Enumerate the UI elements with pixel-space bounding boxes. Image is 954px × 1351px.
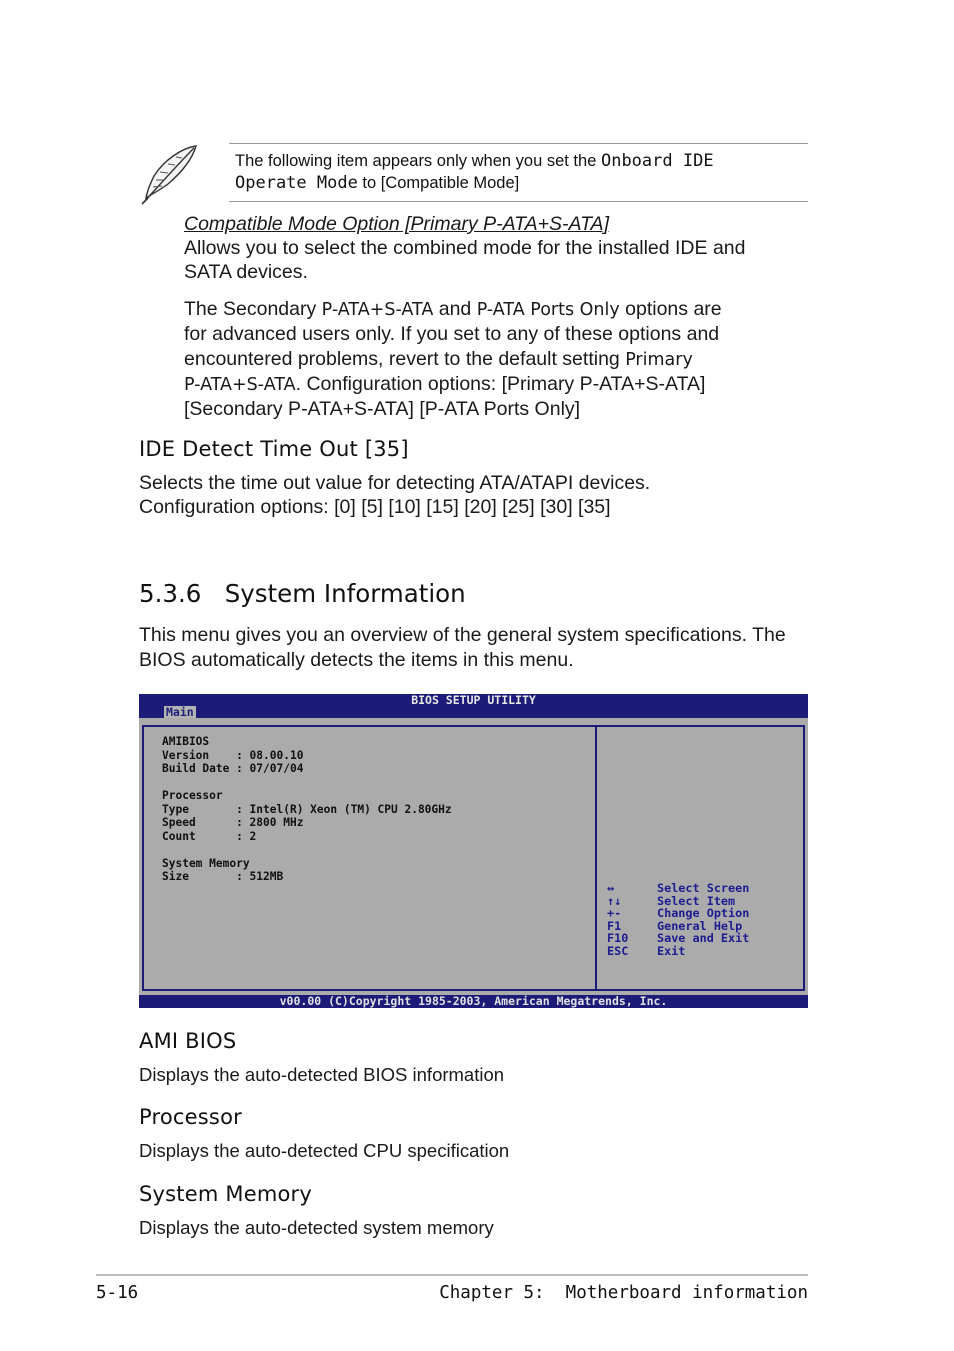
bios-help-panel: [595, 725, 805, 991]
p2-line5: [Secondary P-ATA+S-ATA] [P-ATA Ports Only]: [184, 398, 581, 421]
processor-desc: Displays the auto-detected CPU specification: [139, 1140, 510, 1161]
footer-rule: [96, 1274, 808, 1276]
key-action: Select Item: [657, 893, 736, 908]
key-action: Exit: [657, 943, 686, 958]
ami-bios-desc: Displays the auto-detected BIOS information: [139, 1064, 505, 1085]
p2-primary: Primary: [625, 349, 693, 370]
processor-heading: Processor: [139, 1105, 242, 1129]
chapter-label: Chapter 5: Motherboard information: [439, 1283, 808, 1303]
key: ESC: [607, 943, 629, 958]
section-desc-1: This menu gives you an overview of the general system specifications. The: [139, 624, 786, 646]
key: F1: [607, 918, 622, 933]
note-setting-name: Onboard IDE: [600, 151, 714, 171]
p2-b: P-ATA+S-ATA: [321, 300, 434, 320]
bios-title: BIOS SETUP UTILITY: [411, 693, 536, 707]
bios-key-legend: [607, 882, 749, 958]
note-text-after: to [Compatible Mode]: [357, 174, 520, 192]
key: +-: [607, 906, 622, 921]
key-action: Select Screen: [657, 881, 750, 895]
key: F10: [607, 931, 629, 946]
bios-copyright-bar: v00.00 (C)Copyright 1985-2003, American Megatrends, Inc.: [139, 995, 808, 1008]
p2-c: and: [433, 298, 477, 320]
bios-info-text: AMIBIOS Version : 08.00.10 Build Date : 07/07/04 Processor Type : Intel(R) Xeon (TM) CPU 2.80GHz Speed : 2800 MHz Count : 2 System Memory Size : 512MB: [162, 735, 452, 883]
system-memory-desc: Displays the auto-detected system memory: [139, 1217, 494, 1238]
p2-line2: for advanced users only. If you set to any of these options and: [184, 323, 720, 346]
p2-d: P-ATA Ports Only: [476, 300, 620, 320]
feather-icon: [138, 142, 202, 206]
p2-a: The Secondary: [184, 298, 322, 320]
key-action: Change Option: [657, 906, 750, 921]
ide-timeout-desc-2: Configuration options: [0] [5] [10] [15] [20] [25] [30] [35]: [139, 496, 611, 518]
note-rule-bottom: [229, 201, 808, 202]
p2-line4-rest: . Configuration options: [Primary P-ATA+S-ATA]: [295, 372, 706, 395]
key: ↑↓: [607, 893, 622, 908]
bios-title-bar: [139, 694, 808, 718]
note-rule-top: [229, 143, 808, 144]
note-icon: [138, 142, 202, 206]
note-text-before: The following item appears only when you set the: [235, 152, 601, 170]
compatible-mode-heading: Compatible Mode Option [Primary P-ATA+S-ATA]: [184, 213, 609, 235]
section-heading: 5.3.6 System Information: [139, 579, 466, 608]
note-text: [235, 150, 795, 194]
key-row-change-option: [607, 907, 749, 920]
p2-e: options are: [619, 298, 722, 320]
ide-timeout-desc-1: Selects the time out value for detecting ATA/ATAPI devices.: [139, 472, 651, 494]
bios-screen: [139, 694, 808, 1008]
note-setting-name-2: Operate Mode: [235, 173, 358, 193]
system-memory-heading: System Memory: [139, 1182, 312, 1206]
key: ↔: [607, 881, 615, 895]
ide-timeout-heading: IDE Detect Time Out [35]: [139, 437, 409, 461]
p2-pata: P-ATA+S-ATA: [184, 374, 296, 395]
key-row-exit: [607, 945, 749, 958]
key-row-select-screen: [607, 882, 749, 895]
page-number: 5-16: [96, 1283, 139, 1303]
key-action: Save and Exit: [657, 931, 750, 946]
compatible-mode-desc-2: SATA devices.: [184, 261, 308, 283]
bios-info-panel: [142, 725, 597, 991]
bios-tab-main[interactable]: Main: [166, 705, 194, 719]
section-desc-2: BIOS automatically detects the items in this menu.: [139, 649, 574, 671]
p2-line3: encountered problems, revert to the default setting: [184, 347, 626, 370]
key-action: General Help: [657, 918, 743, 933]
compatible-mode-desc-1: Allows you to select the combined mode for the installed IDE and: [184, 237, 746, 259]
compatible-mode-note: [184, 297, 808, 421]
ami-bios-heading: AMI BIOS: [139, 1029, 237, 1053]
